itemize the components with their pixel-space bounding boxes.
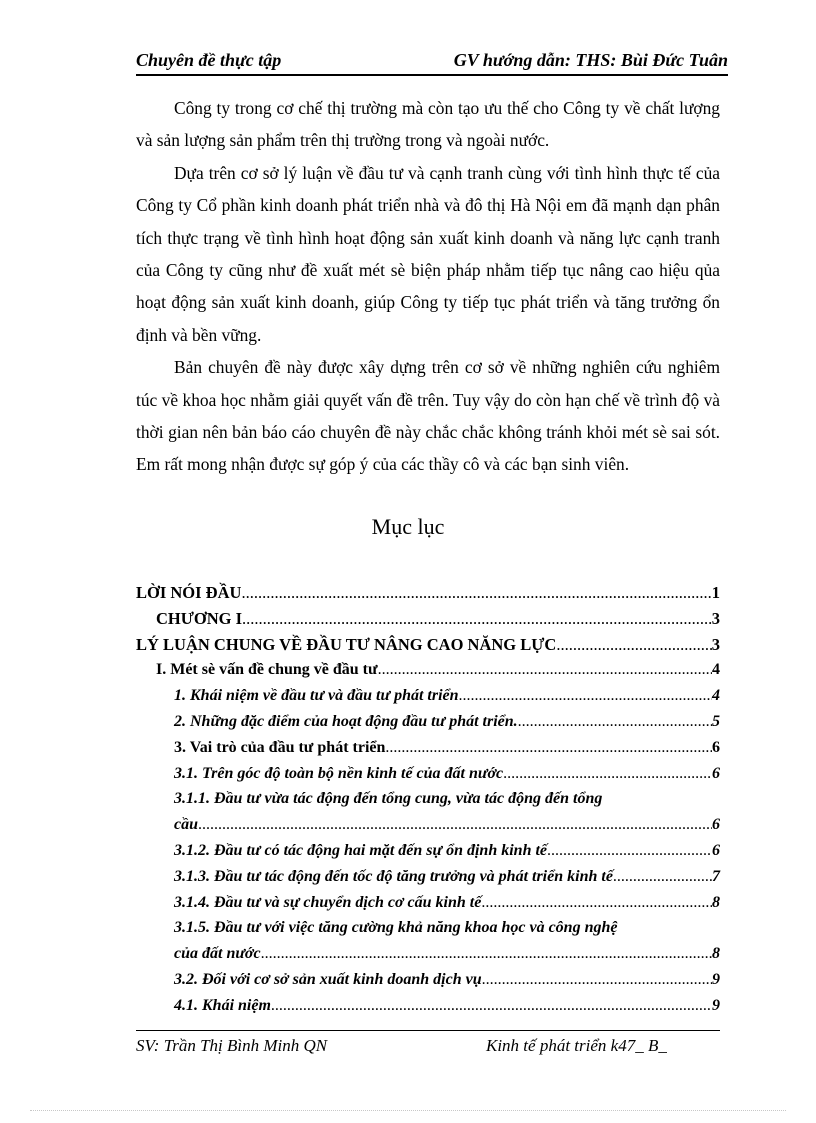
header-course-title: Chuyên đề thực tập bbox=[136, 50, 282, 70]
table-of-contents bbox=[136, 580, 720, 1019]
toc-entry-text: 2. Những đặc điểm của hoạt động đầu tư phát triển. bbox=[174, 712, 518, 730]
toc-leader bbox=[198, 812, 712, 838]
toc-leader bbox=[547, 838, 712, 864]
body-text bbox=[136, 92, 720, 481]
toc-entry-page: 4 bbox=[712, 687, 720, 705]
toc-entry-text: 1. Khái niệm về đầu tư và đầu tư phát triển bbox=[174, 687, 459, 705]
toc-leader bbox=[518, 709, 712, 735]
page-bottom-divider bbox=[30, 1110, 786, 1111]
toc-leader bbox=[481, 890, 712, 916]
paragraph: Bản chuyên đề này được xây dựng trên cơ sở về những nghiên cứu nghiêm túc về khoa học nhằm giải quyết vấn đề trên. Tuy vậy do còn hạn chế về trình độ và thời gian nên bản báo cáo chuyên đề này chắc chắc không tránh khỏi mét sè sai sót. Em rất mong nhận được sự góp ý của các thầy cô và các bạn sinh viên. bbox=[136, 357, 720, 475]
toc-entry-page: 1 bbox=[711, 583, 720, 602]
toc-entry-text: 3.1.2. Đầu tư có tác động hai mặt đến sự ổn định kinh tế bbox=[174, 841, 548, 859]
toc-entry-page: 3 bbox=[711, 634, 720, 654]
toc-entry[interactable] bbox=[136, 890, 720, 916]
toc-entry[interactable] bbox=[136, 838, 720, 864]
paragraph: Dựa trên cơ sở lý luận về đầu tư và cạnh tranh cùng với tình hình thực tế của Công ty Cổ phần kinh doanh phát triển nhà và đô thị Hà Nội em đã mạnh dạn phân tích thực trạng về tình hình hoạt động sản xuất kinh doanh và năng lực cạnh tranh của Công ty cũng như đề xuất mét sè biện pháp nhằm tiếp tục nâng cao hiệu qủa hoạt động sản xuất kinh doanh, giúp Công ty tiếp tục phát triển và tăng trưởng ổn định và bền vững. bbox=[136, 162, 720, 345]
toc-entry[interactable] bbox=[136, 709, 720, 735]
toc-entry[interactable] bbox=[136, 786, 720, 838]
header-supervisor: GV hướng dẫn: THS: Bùi Đức Tuân bbox=[453, 50, 728, 70]
toc-entry-text-first-line: 3.1.5. Đầu tư với việc tăng cường khả năng khoa học và công nghệ bbox=[174, 919, 618, 937]
toc-entry-page: 5 bbox=[712, 712, 720, 730]
toc-leader bbox=[271, 993, 712, 1019]
toc-leader bbox=[482, 967, 712, 993]
toc-entry[interactable] bbox=[136, 993, 720, 1019]
toc-entry[interactable] bbox=[136, 915, 720, 967]
toc-entry-text: cầu bbox=[174, 816, 198, 834]
toc-entry-page: 6 bbox=[712, 816, 720, 834]
toc-entry-text: LÝ LUẬN CHUNG VỀ ĐẦU TƯ NÂNG CAO NĂNG LỰC bbox=[136, 634, 557, 654]
toc-entry[interactable] bbox=[136, 580, 720, 606]
toc-entry-page: 6 bbox=[712, 738, 720, 756]
footer-student: SV: Trần Thị Bình Minh QN bbox=[136, 1036, 328, 1055]
paragraph: Công ty trong cơ chế thị trường mà còn tạo ưu thế cho Công ty về chất lượng và sản lượng sản phẩm trên thị trường trong và ngoài nước. bbox=[136, 98, 720, 151]
toc-entry[interactable] bbox=[136, 864, 720, 890]
toc-entry-page: 8 bbox=[712, 893, 720, 911]
toc-leader bbox=[503, 761, 712, 787]
toc-entry[interactable] bbox=[136, 606, 720, 632]
toc-entry-page: 8 bbox=[712, 945, 720, 963]
toc-leader bbox=[613, 864, 712, 890]
toc-entry[interactable] bbox=[136, 761, 720, 787]
toc-entry-page: 9 bbox=[712, 970, 720, 988]
toc-entry[interactable] bbox=[136, 657, 720, 683]
toc-title: Mục lục bbox=[371, 514, 445, 539]
toc-entry[interactable] bbox=[136, 735, 720, 761]
toc-entry-page: 3 bbox=[711, 608, 720, 628]
toc-leader bbox=[385, 735, 712, 761]
toc-entry-text: 4.1. Khái niệm bbox=[174, 996, 271, 1014]
toc-leader bbox=[459, 683, 712, 709]
toc-leader bbox=[242, 606, 712, 632]
toc-entry-text: 3.1.4. Đầu tư và sự chuyển dịch cơ cấu kinh tế bbox=[174, 893, 482, 911]
toc-entry-text: I. Mét sè vấn đề chung về đầu tư bbox=[156, 661, 378, 679]
toc-leader bbox=[261, 941, 712, 967]
toc-entry-text: 3.2. Đối với cơ sở sản xuất kinh doanh dịch vụ bbox=[174, 970, 482, 988]
toc-entry-page: 6 bbox=[712, 841, 720, 859]
toc-entry-page: 6 bbox=[712, 764, 720, 782]
toc-entry-text: 3.1. Trên góc độ toàn bộ nền kinh tế của đất nước bbox=[174, 764, 504, 782]
toc-leader bbox=[556, 632, 711, 658]
toc-entry-text: 3. Vai trò của đầu tư phát triển bbox=[174, 738, 386, 756]
toc-entry-page: 9 bbox=[712, 996, 720, 1014]
toc-entry-text: LỜI NÓI ĐẦU bbox=[136, 583, 242, 602]
toc-leader bbox=[241, 580, 711, 606]
toc-leader bbox=[378, 657, 712, 683]
toc-entry[interactable] bbox=[136, 632, 720, 658]
toc-entry[interactable] bbox=[136, 967, 720, 993]
page-header bbox=[136, 48, 728, 76]
toc-entry-text: của đất nước bbox=[174, 945, 261, 963]
toc-entry-text: 3.1.3. Đầu tư tác động đến tốc độ tăng trưởng và phát triển kinh tế bbox=[174, 867, 613, 885]
page-footer bbox=[136, 1030, 720, 1079]
toc-entry-text: CHƯƠNG I bbox=[156, 608, 243, 628]
footer-class: Kinh tế phát triển k47_ B_ bbox=[486, 1036, 667, 1055]
toc-entry-page: 7 bbox=[712, 867, 720, 885]
toc-entry[interactable] bbox=[136, 683, 720, 709]
toc-entry-page: 4 bbox=[712, 661, 720, 679]
toc-entry-text-first-line: 3.1.1. Đầu tư vừa tác động đến tổng cung, vừa tác động đến tổng bbox=[174, 790, 603, 808]
